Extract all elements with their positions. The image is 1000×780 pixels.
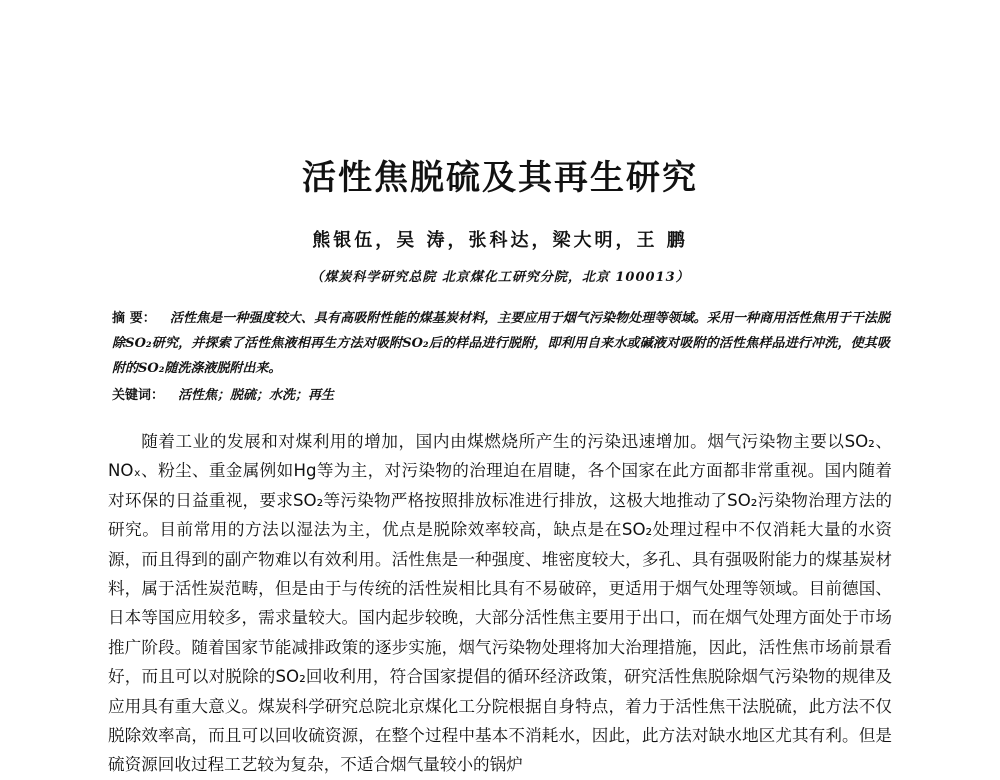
keywords-label: 关键词： — [112, 388, 165, 403]
keywords — [112, 383, 890, 408]
paper-title: 活性焦脱硫及其再生研究 — [302, 158, 698, 198]
abstract — [112, 306, 890, 381]
body-paragraph: 随着工业的发展和对煤利用的增加，国内由煤燃烧所产生的污染迅速增加。烟气污染物主要以SO₂、NOₓ、粉尘、重金属例如Hg等为主，对污染物的治理迫在眉睫，各个国家在此方面都非常重视。国内随着对环保的日益重视，要求SO₂等污染物严格按照排放标准进行排放，这极大地推动了SO₂污染物治理方法的研究。目前常用的方法以湿法为主，优点是脱除效率较高，缺点是在SO₂处理过程中不仅消耗大量的水资源，而且得到的副产物难以有效利用。活性焦是一种强度、堆密度较大，多孔、具有强吸附能力的煤基炭材料，属于活性炭范畴，但是由于与传统的活性炭相比具有不易破碎，更适用于烟气处理等领域。目前德国、日本等国应用较多，需求量较大。国内起步较晚，大部分活性焦主要用于出口，而在烟气处理方面处于市场推广阶段。随着国家节能减排政策的逐步实施，烟气污染物处理将加大治理措施，因此，活性焦市场前景看好，而且可以对脱除的SO₂回收利用，符合国家提倡的循环经济政策，研究活性焦脱除烟气污染物的规律及应用具有重大意义。煤炭科学研究总院北京煤化工分院根据自身特点，着力于活性焦干法脱硫，此方法不仅脱除效率高，而且可以回收硫资源，在整个过程中基本不消耗水，因此，此方法对缺水地区尤其有利。但是硫资源回收过程工艺较为复杂，不适合烟气量较小的锅炉 — [108, 432, 892, 775]
abstract-text: 活性焦是一种强度较大、具有高吸附性能的煤基炭材料，主要应用于烟气污染物处理等领域。采用一种商用活性焦用于干法脱除SO₂研究，并探索了活性焦液相再生方法对吸附SO₂后的样品进行脱附，即利用自来水或碱液对吸附的活性焦样品进行冲洗，使其吸附的SO₂随洗涤液脱附出来。 — [112, 311, 890, 376]
author-list: 熊银伍，吴 涛，张科达，梁大明，王 鹏 — [312, 230, 688, 251]
affiliation: （煤炭科学研究总院 北京煤化工研究分院，北京 100013） — [310, 270, 690, 285]
keywords-text: 活性焦；脱硫；水洗；再生 — [178, 388, 335, 403]
abstract-label: 摘 要： — [112, 311, 156, 326]
